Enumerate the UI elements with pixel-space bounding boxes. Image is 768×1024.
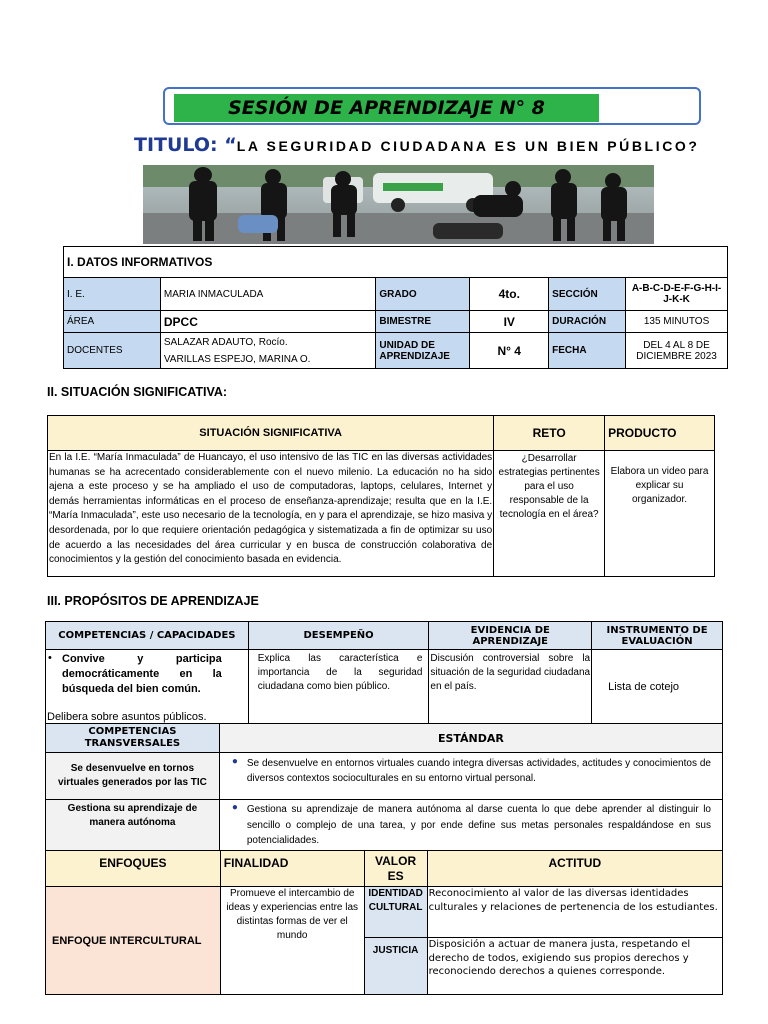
- actitud-2: Disposición a actuar de manera justa, respetando el derecho de todos, exigiendo sus propios derechos y reconociendo derechos a quienes corresponde.: [427, 938, 722, 995]
- situacion-text: En la I.E. “María Inmaculada” de Huancayo, el uso intensivo de las TIC en las diversas actividades humanas se ha acrecentado considerablemente con el nuevo milenio. La educación no ha sido ajena a este proceso y se ha ampliado el uso de computadoras, laptops, celulares, Internet y demás herramientas informáticas en el proceso de enseñanza-aprendizaje; resulta que en la I.E. “María Inmaculada”, este uso necesario de la tecnología, en y para el aprendizaje, se hizo masiva y desordenada, por lo que requiere orientación pedagógica y sistematizada a fin de optimizar su uso de acuerdo a las necesidades del área curricular y en busca de construcción colaborativa de conocimientos y la gestión del conocimiento basada en evidencia.: [48, 451, 494, 577]
- session-title: SESIÓN DE APRENDIZAJE N° 8: [228, 97, 545, 119]
- col-instrumento: INSTRUMENTO DE EVALUACIÓN: [592, 622, 723, 650]
- transversal-2-text: Gestiona su aprendizaje de manera autónoma al darse cuenta lo que debe aprender al distinguir lo sencillo o complejo de una tarea, y por ende define sus metas personales respaldándose en sus potencialidades.: [246, 804, 711, 847]
- col-finalidad: FINALIDAD: [220, 851, 364, 887]
- docentes-label: DOCENTES: [64, 333, 161, 369]
- col-enfoques: ENFOQUES: [46, 851, 221, 887]
- competencia-text: Convive y participa democráticamente en la búsqueda del bien común.: [62, 653, 222, 695]
- fecha-label: FECHA: [549, 333, 626, 369]
- bullet-icon: ●: [231, 802, 238, 813]
- titulo-label: TITULO:: [134, 134, 218, 156]
- transversal-1-text: Se desenvuelve en entornos virtuales cuando integra diversas actividades, actitudes y conocimientos de diversos contextos socioculturales en su entorno virtual personal.: [246, 758, 711, 784]
- seccion-label: SECCIÓN: [549, 278, 626, 311]
- enfoques-table: [45, 850, 723, 995]
- transversal-1-cell: [219, 753, 722, 800]
- area-value: DPCC: [160, 311, 376, 333]
- datos-heading: I. DATOS INFORMATIVOS: [64, 247, 728, 278]
- finalidad-text: Promueve el intercambio de ideas y experiencias entre las distintas formas de ver el mundo: [220, 887, 364, 995]
- transversal-2-cell: [219, 800, 722, 851]
- comp-transversales-header: COMPETENCIAS TRANSVERSALES: [46, 724, 220, 753]
- bimestre-value: IV: [470, 311, 549, 333]
- grado-value: 4to.: [470, 278, 549, 311]
- datos-table: [63, 246, 728, 369]
- col-desempeno: DESEMPEÑO: [248, 622, 429, 650]
- producto-text: Elabora un video para explicar su organizador.: [605, 451, 715, 577]
- duracion-value: 135 MINUTOS: [626, 311, 728, 333]
- police-photo: [143, 165, 654, 244]
- estandar-header: ESTÁNDAR: [219, 724, 722, 753]
- docente-1: SALAZAR ADAUTO, Rocío.: [163, 336, 288, 348]
- evidencia-text: Discusión controversial sobre la situación de la seguridad ciudadana en el país.: [429, 650, 592, 724]
- enfoque-name: ENFOQUE INTERCULTURAL: [46, 887, 221, 995]
- bullet-icon: •: [48, 652, 52, 664]
- col-situacion: SITUACIÓN SIGNIFICATIVA: [48, 416, 494, 451]
- propositos-table: [45, 621, 723, 851]
- valor-1: IDENTIDAD CULTURAL: [364, 887, 427, 938]
- propositos-heading: III. PROPÓSITOS DE APRENDIZAJE: [47, 594, 259, 608]
- col-valores: VALOR ES: [364, 851, 427, 887]
- reto-text: ¿Desarrollar estrategias pertinentes para el uso responsable de la tecnología en el área?: [494, 451, 605, 577]
- titulo-text: LA SEGURIDAD CIUDADANA ES UN BIEN PÚBLICO?: [236, 138, 700, 154]
- docentes-value: [160, 333, 376, 369]
- docente-2: VARILLAS ESPEJO, MARINA O.: [163, 353, 311, 365]
- transversal-2-name: Gestiona su aprendizaje de manera autónoma: [46, 800, 220, 851]
- competencia-bullet-row: [48, 652, 246, 697]
- unidad-value: N° 4: [470, 333, 549, 369]
- valor-2: JUSTICIA: [364, 938, 427, 995]
- bullet-icon: ●: [231, 756, 238, 767]
- duracion-label: DURACIÓN: [549, 311, 626, 333]
- situacion-table: [47, 415, 715, 577]
- competencia-cell: [46, 650, 249, 724]
- area-label: ÁREA: [64, 311, 161, 333]
- fecha-value: DEL 4 AL 8 DE DICIEMBRE 2023: [626, 333, 728, 369]
- col-producto: PRODUCTO: [605, 416, 715, 451]
- transversal-1-name: Se desenvuelve en tornos virtuales generados por las TIC: [46, 753, 220, 800]
- ie-label: I. E.: [64, 278, 161, 311]
- titulo-quote: “: [217, 134, 237, 156]
- unidad-label: UNIDAD DE APRENDIZAJE: [376, 333, 470, 369]
- capacidad-text: Delibera sobre asuntos públicos.: [47, 711, 207, 723]
- col-reto: RETO: [494, 416, 605, 451]
- transversal-2-row: [223, 802, 719, 849]
- transversal-1-row: [223, 756, 719, 786]
- titulo-line: [134, 134, 754, 156]
- actitud-1: Reconocimiento al valor de las diversas identidades culturales y relaciones de pertenencia de los estudiantes.: [427, 887, 722, 938]
- seccion-value: A-B-C-D-E-F-G-H-I-J-K-K: [626, 278, 728, 311]
- situacion-heading: II. SITUACIÓN SIGNIFICATIVA:: [47, 385, 228, 399]
- col-competencias: COMPETENCIAS / CAPACIDADES: [46, 622, 249, 650]
- col-actitud: ACTITUD: [427, 851, 722, 887]
- desempeno-text: Explica las característica e importancia de la seguridad ciudadana como bien público.: [248, 650, 429, 724]
- col-evidencia: EVIDENCIA DE APRENDIZAJE: [429, 622, 592, 650]
- grado-label: GRADO: [376, 278, 470, 311]
- bimestre-label: BIMESTRE: [376, 311, 470, 333]
- ie-value: MARIA INMACULADA: [160, 278, 376, 311]
- instrumento-text: Lista de cotejo: [592, 650, 723, 724]
